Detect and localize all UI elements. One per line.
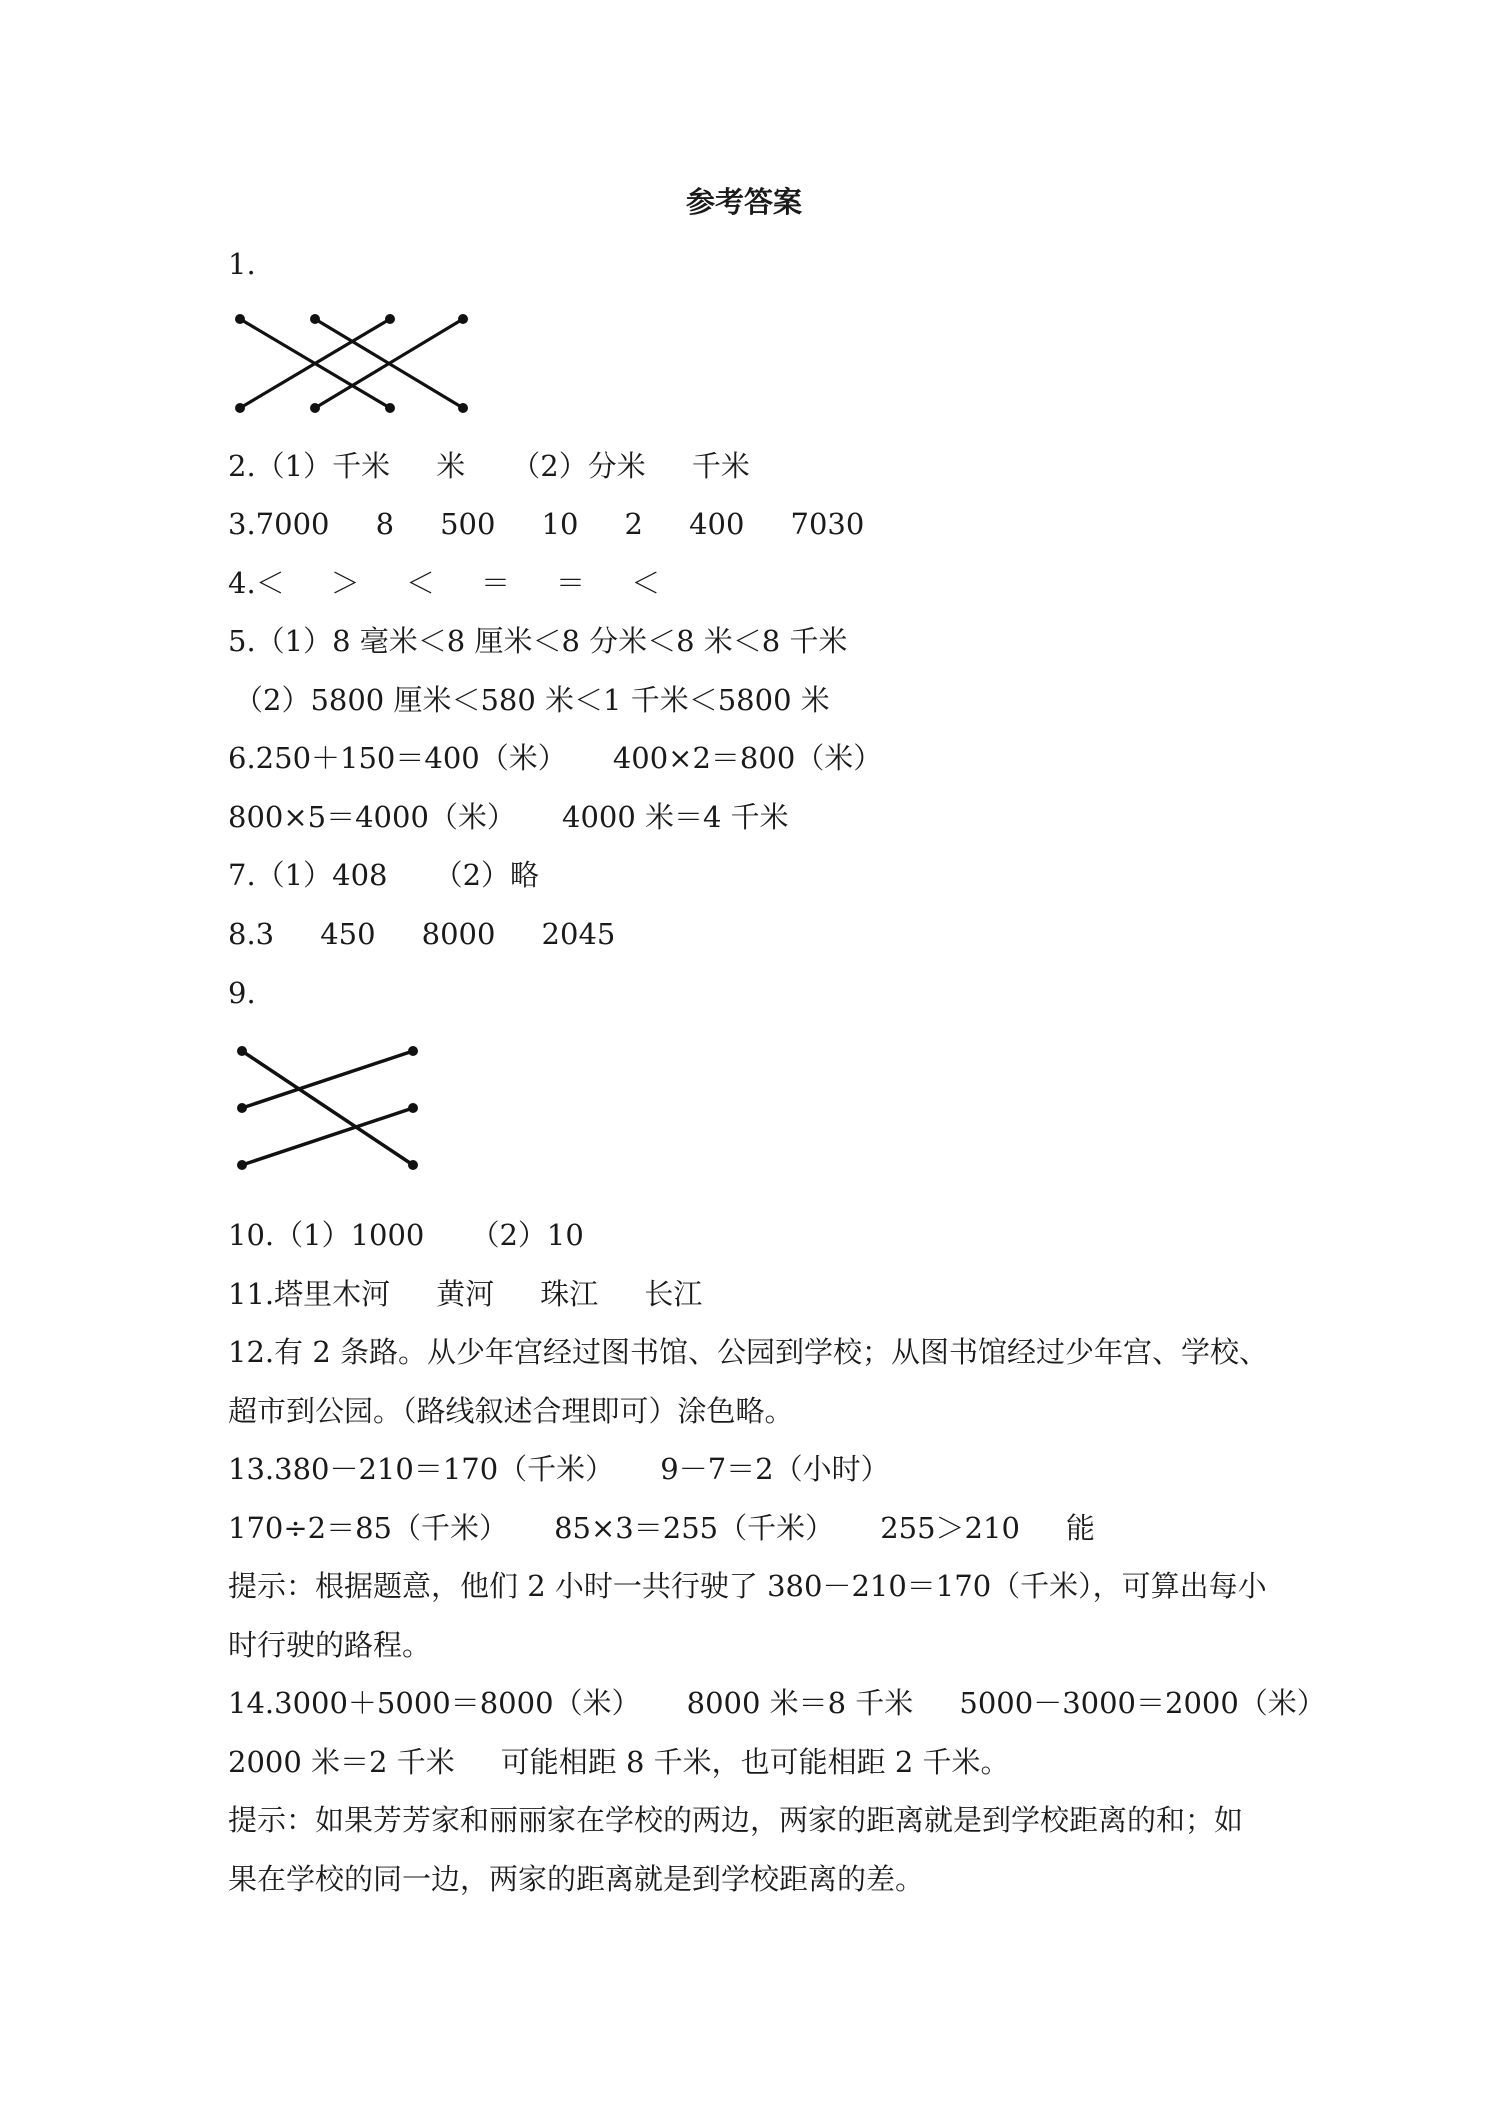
page-title: 参考答案 <box>685 185 802 219</box>
answer-9-matching-figure <box>228 1035 428 1175</box>
answer-9-label: 9. <box>228 976 256 1010</box>
answer-5-part-2: （2）5800 厘米＜580 米＜1 千米＜5800 米 <box>234 683 830 717</box>
answer-13-hint-line-1: 提示：根据题意，他们 2 小时一共行驶了 380－210＝170（千米），可算出每小 <box>228 1569 1267 1603</box>
answer-14-line-2: 2000 米＝2 千米 可能相距 8 千米，也可能相距 2 千米。 <box>228 1745 1010 1779</box>
answer-12-line-1: 12.有 2 条路。从少年宫经过图书馆、公园到学校；从图书馆经过少年宫、学校、 <box>228 1335 1269 1369</box>
answer-13-line-1: 13.380－210＝170（千米） 9－7＝2（小时） <box>228 1452 890 1486</box>
answer-5-part-1: 5.（1）8 毫米＜8 厘米＜8 分米＜8 米＜8 千米 <box>228 624 848 658</box>
answer-7: 7.（1）408 （2）略 <box>228 858 540 892</box>
answer-8: 8.3 450 8000 2045 <box>228 917 616 951</box>
answer-13-line-2: 170÷2＝85（千米） 85×3＝255（千米） 255＞210 能 <box>228 1511 1095 1545</box>
answer-2: 2.（1）千米 米 （2）分米 千米 <box>228 449 750 483</box>
answer-10: 10.（1）1000 （2）10 <box>228 1218 584 1252</box>
answer-14-hint-line-1: 提示：如果芳芳家和丽丽家在学校的两边，两家的距离就是到学校距离的和；如 <box>228 1803 1244 1837</box>
answer-11: 11.塔里木河 黄河 珠江 长江 <box>228 1277 703 1311</box>
answer-1-matching-figure <box>228 305 488 425</box>
answer-4: 4.＜ ＞ ＜ ＝ ＝ ＜ <box>228 566 661 600</box>
answer-1-label: 1. <box>228 247 256 281</box>
answer-6-line-1: 6.250＋150＝400（米） 400×2＝800（米） <box>228 741 883 775</box>
answer-12-line-2: 超市到公园。（路线叙述合理即可）涂色略。 <box>228 1394 794 1428</box>
answer-14-line-1: 14.3000＋5000＝8000（米） 8000 米＝8 千米 5000－3000＝2000（米） <box>228 1686 1326 1720</box>
answer-14-hint-line-2: 果在学校的同一边，两家的距离就是到学校距离的差。 <box>228 1862 925 1896</box>
answer-3: 3.7000 8 500 10 2 400 7030 <box>228 507 865 541</box>
answer-6-line-2: 800×5＝4000（米） 4000 米＝4 千米 <box>228 800 789 834</box>
answer-13-hint-line-2: 时行驶的路程。 <box>228 1628 432 1662</box>
